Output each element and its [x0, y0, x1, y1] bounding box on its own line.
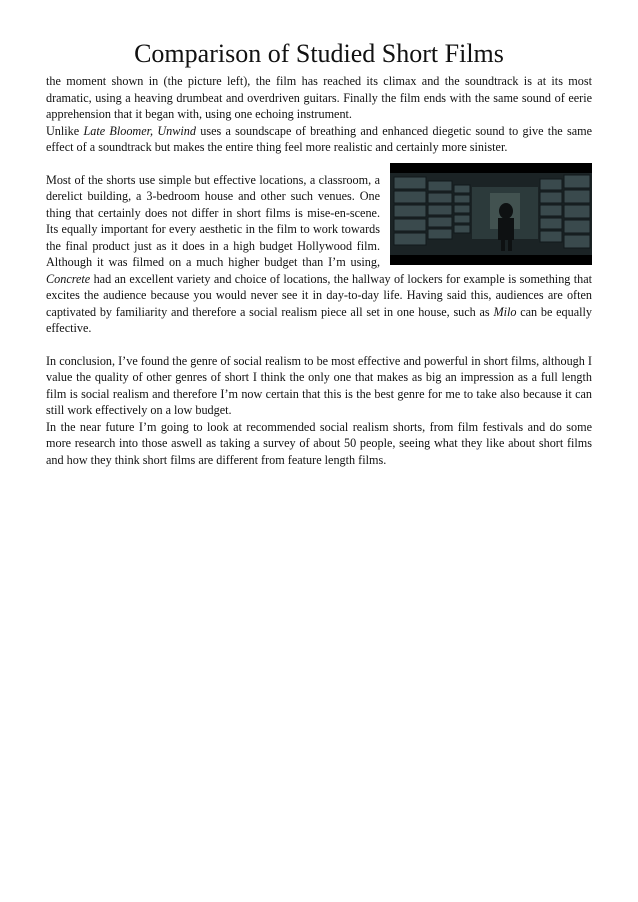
lockers-text: had an excellent variety and choice of locations, the hallway of lockers for example is something that excites the audience because you would never see it in day-to-day life. Having said this, audiences are often captivated by familiarity and therefore a social realism piece all set in one house, such as: [46, 271, 592, 319]
page-title: Comparison of Studied Short Films: [134, 39, 504, 68]
paragraph-soundtrack-climax: the moment shown in (the picture left), the film has reached its climax and the soundtrack is at its most dramatic, using a heaving drumbeat and overdriven guitars. Finally the film ends with the same sound of eerie apprehension that it began with, using one echoing instrument.: [46, 74, 592, 121]
paragraph-future-research: In the near future I’m going to look at recommended social realism shorts, from film festivals and do some more research into those aswell as taking a survey of about 50 people, seeing what they like about short films and how they think short films are different from feature length films.: [46, 419, 592, 467]
milo-text: can be equally effective.: [46, 304, 592, 335]
paragraph-unwind-soundscape: [46, 123, 592, 156]
film-still-lockers-hallway: [390, 163, 592, 265]
paragraph-conclusion: In conclusion, I’ve found the genre of social realism to be most effective and powerful in short films, although I value the quality of other genres of short I think the only one that makes as big an impression as a full length film is social realism and therefore I’m now certain that this is the best genre for me to take also because it can still work effectively on a low budget.: [46, 353, 592, 417]
unwind-description: uses a soundscape of breathing and enhanced diegetic sound to give the same effect of a soundtrack but makes the entire thing feel more realistic and certainly more sinister.: [46, 123, 593, 154]
locations-text: Most of the shorts use simple but effective locations, a classroom, a derelict building, a 3-bedroom house and other such venues. One thing that certainly does not differ in short films is mise-en-scene. Its equally important for every aesthetic in the film to work towards the final product just as it does in a high budget Hollywood film. Although it was filmed on a much higher budget than I’m using,: [46, 172, 380, 269]
film-title-milo: Milo: [493, 304, 517, 319]
film-title-concrete: Concrete: [46, 271, 91, 286]
film-title-late-bloomer-unwind: Late Bloomer, Unwind: [83, 123, 196, 138]
unlike-text: Unlike: [46, 123, 84, 138]
film-still-image: [390, 163, 592, 265]
